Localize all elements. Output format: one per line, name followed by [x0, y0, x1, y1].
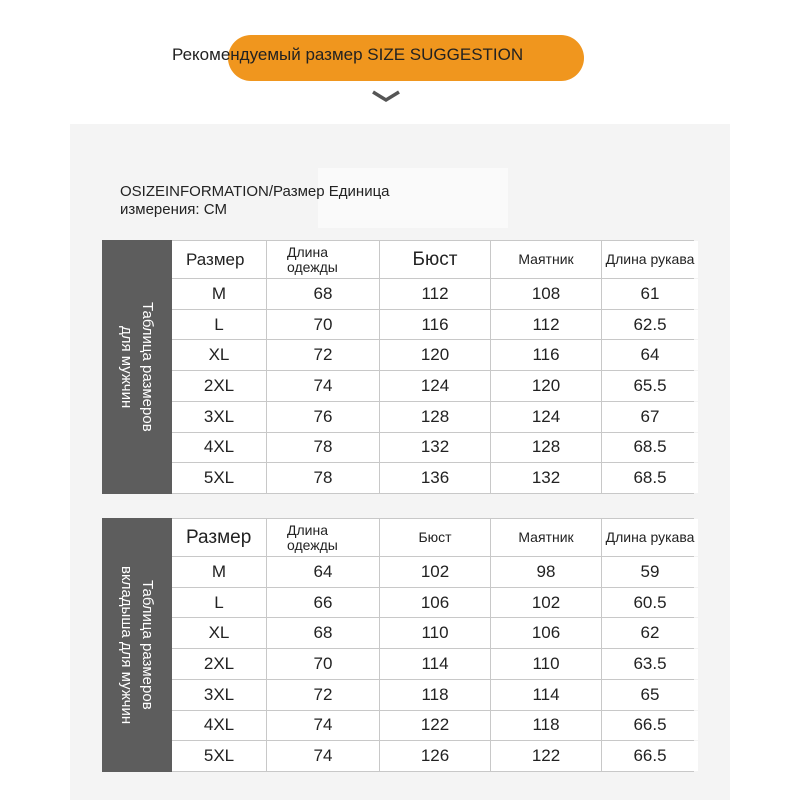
size-grid	[172, 518, 694, 772]
table-side-label: Таблица размеров вкладыша для мужчин	[118, 565, 156, 725]
cell-hem: 120	[491, 371, 601, 401]
header-length: Длина одежды	[267, 241, 379, 278]
cell-sleeve: 64	[602, 340, 698, 370]
header-size: Размер	[172, 519, 266, 556]
cell-sleeve: 67	[602, 402, 698, 432]
cell-hem: 122	[491, 741, 601, 771]
cell-hem: 132	[491, 463, 601, 493]
cell-hem: 124	[491, 402, 601, 432]
cell-size: 5XL	[172, 741, 266, 771]
cell-hem: 98	[491, 557, 601, 587]
mens-liner-size-table	[102, 518, 694, 772]
page-title: Рекомендуемый размер SIZE SUGGESTION	[172, 45, 524, 64]
cell-bust: 136	[380, 463, 490, 493]
size-info-text: OSIZEINFORMATION/Размер Единица измерения: CM	[120, 183, 390, 218]
cell-hem: 110	[491, 649, 601, 679]
cell-length: 64	[267, 557, 379, 587]
cell-hem: 114	[491, 680, 601, 710]
cell-size: 4XL	[172, 711, 266, 741]
cell-bust: 116	[380, 310, 490, 340]
cell-hem: 116	[491, 340, 601, 370]
cell-size: 3XL	[172, 402, 266, 432]
cell-length: 78	[267, 463, 379, 493]
header-sleeve: Длина рукава	[602, 519, 698, 556]
header-bust: Бюст	[380, 241, 490, 278]
cell-length: 74	[267, 371, 379, 401]
cell-sleeve: 65	[602, 680, 698, 710]
cell-length: 74	[267, 741, 379, 771]
cell-sleeve: 61	[602, 279, 698, 309]
cell-hem: 106	[491, 618, 601, 648]
table-side-header	[102, 518, 172, 772]
cell-hem: 118	[491, 711, 601, 741]
cell-length: 70	[267, 649, 379, 679]
mens-size-table	[102, 240, 694, 494]
cell-sleeve: 68.5	[602, 433, 698, 463]
cell-size: M	[172, 279, 266, 309]
cell-size: L	[172, 588, 266, 618]
cell-size: M	[172, 557, 266, 587]
cell-length: 76	[267, 402, 379, 432]
cell-size: 3XL	[172, 680, 266, 710]
cell-bust: 124	[380, 371, 490, 401]
table-side-label: Таблица размеров для мужчин	[118, 302, 156, 432]
chevron-down-icon	[370, 89, 402, 103]
cell-sleeve: 62	[602, 618, 698, 648]
cell-length: 74	[267, 711, 379, 741]
cell-size: XL	[172, 618, 266, 648]
cell-bust: 126	[380, 741, 490, 771]
cell-bust: 120	[380, 340, 490, 370]
cell-length: 68	[267, 279, 379, 309]
cell-sleeve: 59	[602, 557, 698, 587]
cell-sleeve: 60.5	[602, 588, 698, 618]
header-length: Длина одежды	[267, 519, 379, 556]
cell-sleeve: 62.5	[602, 310, 698, 340]
cell-length: 78	[267, 433, 379, 463]
cell-length: 70	[267, 310, 379, 340]
cell-size: 5XL	[172, 463, 266, 493]
header-bust: Бюст	[380, 519, 490, 556]
header-sleeve: Длина рукава	[602, 241, 698, 278]
cell-hem: 128	[491, 433, 601, 463]
header-size: Размер	[172, 241, 266, 278]
cell-size: 2XL	[172, 371, 266, 401]
cell-size: L	[172, 310, 266, 340]
cell-size: 2XL	[172, 649, 266, 679]
cell-bust: 132	[380, 433, 490, 463]
cell-length: 72	[267, 680, 379, 710]
cell-sleeve: 63.5	[602, 649, 698, 679]
cell-sleeve: 66.5	[602, 741, 698, 771]
cell-bust: 112	[380, 279, 490, 309]
cell-length: 68	[267, 618, 379, 648]
cell-size: 4XL	[172, 433, 266, 463]
cell-bust: 106	[380, 588, 490, 618]
cell-size: XL	[172, 340, 266, 370]
cell-bust: 122	[380, 711, 490, 741]
cell-bust: 110	[380, 618, 490, 648]
cell-bust: 102	[380, 557, 490, 587]
header-hem: Маятник	[491, 241, 601, 278]
cell-length: 66	[267, 588, 379, 618]
cell-bust: 114	[380, 649, 490, 679]
cell-hem: 108	[491, 279, 601, 309]
cell-sleeve: 66.5	[602, 711, 698, 741]
table-side-header	[102, 240, 172, 494]
cell-sleeve: 68.5	[602, 463, 698, 493]
cell-bust: 128	[380, 402, 490, 432]
cell-sleeve: 65.5	[602, 371, 698, 401]
cell-hem: 112	[491, 310, 601, 340]
cell-hem: 102	[491, 588, 601, 618]
cell-bust: 118	[380, 680, 490, 710]
header-hem: Маятник	[491, 519, 601, 556]
size-grid	[172, 240, 694, 494]
cell-length: 72	[267, 340, 379, 370]
